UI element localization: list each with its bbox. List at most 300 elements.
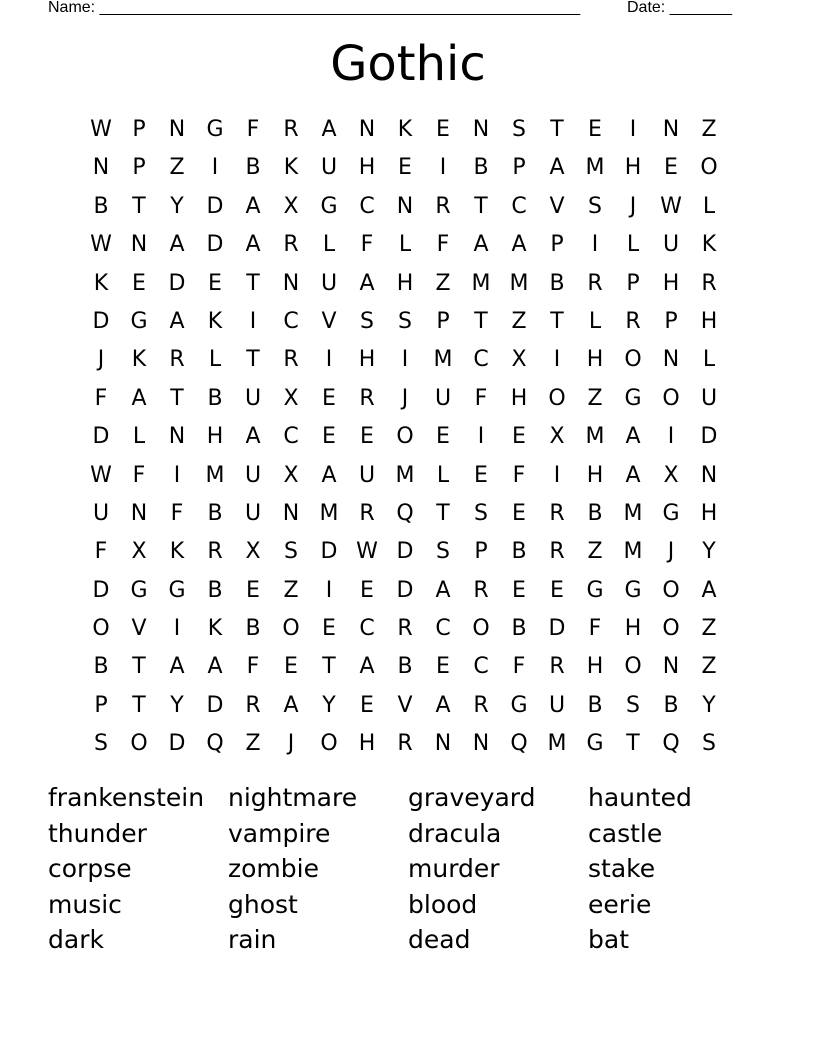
grid-cell: N xyxy=(700,462,718,488)
grid-cell: D xyxy=(168,731,186,757)
grid-cell: T xyxy=(132,193,146,219)
grid-cell: N xyxy=(662,654,680,680)
grid-cell: G xyxy=(624,577,642,603)
grid-cell: A xyxy=(245,232,261,258)
grid-cell: K xyxy=(397,117,413,142)
grid-cell: R xyxy=(359,385,375,411)
grid-cell: L xyxy=(132,424,146,450)
grid-row xyxy=(82,648,728,686)
grid-cell: T xyxy=(550,117,564,142)
grid-cell: I xyxy=(553,347,561,373)
grid-cell: P xyxy=(550,232,564,258)
grid-cell: L xyxy=(398,232,412,258)
grid-cell: R xyxy=(245,692,261,718)
grid-cell: X xyxy=(283,193,299,219)
word-bank-item: stake xyxy=(588,854,656,884)
grid-cell: G xyxy=(168,577,186,603)
grid-row xyxy=(82,149,728,187)
grid-cell: F xyxy=(94,539,108,565)
grid-cell: Z xyxy=(701,654,717,680)
grid-cell: G xyxy=(662,500,680,526)
grid-cell: Z xyxy=(435,270,451,296)
grid-cell: I xyxy=(173,616,181,642)
grid-cell: S xyxy=(360,308,374,334)
word-bank xyxy=(48,780,768,958)
grid-cell: F xyxy=(512,462,526,488)
grid-cell: P xyxy=(474,539,488,565)
grid-cell: N xyxy=(282,270,300,296)
grid-cell: F xyxy=(474,385,488,411)
grid-row xyxy=(82,533,728,571)
grid-cell: D xyxy=(92,577,110,603)
grid-cell: O xyxy=(396,424,414,450)
grid-cell: R xyxy=(283,347,299,373)
grid-cell: R xyxy=(283,117,299,142)
grid-cell: X xyxy=(511,347,527,373)
grid-cell: E xyxy=(436,117,450,142)
grid-cell: D xyxy=(548,616,566,642)
grid-cell: I xyxy=(439,155,447,181)
grid-cell: L xyxy=(322,232,336,258)
grid-cell: A xyxy=(169,654,185,680)
grid-cell: B xyxy=(587,500,603,526)
grid-cell: H xyxy=(586,654,604,680)
grid-cell: T xyxy=(436,500,450,526)
grid-cell: F xyxy=(246,117,260,142)
grid-cell: H xyxy=(358,731,376,757)
grid-cell: S xyxy=(436,539,450,565)
grid-cell: X xyxy=(283,462,299,488)
grid-cell: U xyxy=(320,270,338,296)
grid-cell: U xyxy=(320,155,338,181)
grid-cell: O xyxy=(548,385,566,411)
grid-cell: J xyxy=(629,193,637,219)
grid-cell: Q xyxy=(510,731,528,757)
grid-cell: N xyxy=(282,500,300,526)
letter-grid xyxy=(82,111,728,764)
grid-cell: R xyxy=(549,539,565,565)
grid-cell: B xyxy=(93,193,109,219)
grid-cell: P xyxy=(664,308,678,334)
grid-cell: X xyxy=(245,539,261,565)
grid-cell: T xyxy=(474,193,488,219)
grid-cell: C xyxy=(359,616,375,642)
grid-cell: J xyxy=(401,385,409,411)
grid-cell: I xyxy=(477,424,485,450)
grid-cell: H xyxy=(700,500,718,526)
grid-cell: N xyxy=(130,500,148,526)
grid-cell: M xyxy=(395,462,415,488)
grid-cell: A xyxy=(169,232,185,258)
grid-cell: T xyxy=(170,385,184,411)
grid-cell: W xyxy=(90,117,112,142)
grid-cell: B xyxy=(207,385,223,411)
grid-cell: W xyxy=(90,232,112,258)
grid-cell: H xyxy=(586,462,604,488)
grid-cell: T xyxy=(322,654,336,680)
word-bank-item: rain xyxy=(228,925,277,955)
grid-cell: I xyxy=(401,347,409,373)
grid-cell: O xyxy=(700,155,718,181)
grid-cell: O xyxy=(662,577,680,603)
grid-cell: S xyxy=(284,539,298,565)
grid-cell: U xyxy=(548,692,566,718)
grid-cell: O xyxy=(662,616,680,642)
grid-cell: A xyxy=(321,117,337,142)
grid-cell: E xyxy=(474,462,488,488)
grid-cell: A xyxy=(245,424,261,450)
grid-cell: L xyxy=(702,347,716,373)
grid-cell: L xyxy=(626,232,640,258)
grid-row xyxy=(82,226,728,264)
grid-cell: K xyxy=(169,539,185,565)
grid-cell: B xyxy=(207,577,223,603)
grid-cell: H xyxy=(624,155,642,181)
grid-cell: G xyxy=(130,308,148,334)
grid-cell: O xyxy=(282,616,300,642)
grid-cell: P xyxy=(626,270,640,296)
grid-cell: S xyxy=(474,500,488,526)
grid-cell: X xyxy=(131,539,147,565)
grid-cell: I xyxy=(325,577,333,603)
grid-cell: H xyxy=(396,270,414,296)
grid-cell: U xyxy=(244,500,262,526)
grid-cell: A xyxy=(321,462,337,488)
grid-cell: O xyxy=(624,347,642,373)
grid-row xyxy=(82,341,728,379)
grid-cell: R xyxy=(359,500,375,526)
grid-cell: S xyxy=(588,193,602,219)
grid-cell: G xyxy=(586,577,604,603)
grid-cell: D xyxy=(92,424,110,450)
grid-cell: T xyxy=(474,308,488,334)
grid-cell: L xyxy=(588,308,602,334)
date-field[interactable]: Date: _______ xyxy=(627,0,732,16)
grid-cell: E xyxy=(512,424,526,450)
word-bank-item: eerie xyxy=(588,889,652,919)
grid-cell: Z xyxy=(587,385,603,411)
grid-cell: U xyxy=(244,462,262,488)
grid-cell: E xyxy=(322,385,336,411)
grid-cell: B xyxy=(511,539,527,565)
grid-cell: D xyxy=(396,577,414,603)
word-bank-item: murder xyxy=(408,854,500,884)
grid-cell: F xyxy=(170,500,184,526)
grid-cell: B xyxy=(511,616,527,642)
grid-cell: M xyxy=(547,731,567,757)
grid-cell: C xyxy=(283,308,299,334)
grid-cell: T xyxy=(626,731,640,757)
grid-cell: F xyxy=(360,232,374,258)
grid-cell: W xyxy=(356,539,378,565)
grid-cell: D xyxy=(320,539,338,565)
grid-cell: M xyxy=(509,270,529,296)
grid-cell: I xyxy=(553,462,561,488)
grid-cell: E xyxy=(436,424,450,450)
grid-cell: R xyxy=(473,577,489,603)
grid-cell: E xyxy=(550,577,564,603)
grid-cell: K xyxy=(283,155,299,181)
grid-row xyxy=(82,725,728,763)
grid-cell: G xyxy=(510,692,528,718)
grid-cell: T xyxy=(132,654,146,680)
grid-cell: F xyxy=(132,462,146,488)
grid-cell: E xyxy=(588,117,602,142)
word-bank-item: graveyard xyxy=(408,783,536,812)
grid-cell: A xyxy=(169,308,185,334)
grid-cell: A xyxy=(435,577,451,603)
grid-cell: L xyxy=(436,462,450,488)
grid-cell: E xyxy=(322,424,336,450)
grid-cell: D xyxy=(92,308,110,334)
word-bank-item: castle xyxy=(588,818,663,848)
grid-cell: Z xyxy=(701,616,717,642)
grid-cell: R xyxy=(283,232,299,258)
grid-cell: D xyxy=(396,539,414,565)
grid-row xyxy=(82,418,728,456)
grid-row xyxy=(82,687,728,725)
grid-cell: N xyxy=(168,117,186,142)
grid-cell: E xyxy=(512,500,526,526)
grid-cell: E xyxy=(322,616,336,642)
grid-cell: A xyxy=(359,270,375,296)
grid-cell: H xyxy=(586,347,604,373)
grid-cell: E xyxy=(398,155,412,181)
grid-cell: E xyxy=(664,155,678,181)
grid-cell: F xyxy=(246,654,260,680)
grid-cell: A xyxy=(283,692,299,718)
grid-cell: O xyxy=(92,616,110,642)
grid-cell: V xyxy=(131,616,147,642)
word-bank-item: frankenstein xyxy=(48,783,205,812)
grid-cell: M xyxy=(471,270,491,296)
grid-cell: V xyxy=(397,692,413,718)
grid-cell: A xyxy=(701,577,717,603)
word-bank-item: corpse xyxy=(48,854,132,884)
grid-cell: A xyxy=(359,654,375,680)
grid-row xyxy=(82,111,728,149)
grid-cell: P xyxy=(132,155,146,181)
grid-cell: Y xyxy=(702,692,716,718)
grid-cell: S xyxy=(398,308,412,334)
grid-cell: H xyxy=(510,385,528,411)
grid-cell: H xyxy=(700,308,718,334)
grid-cell: G xyxy=(624,385,642,411)
grid-cell: E xyxy=(436,654,450,680)
grid-cell: P xyxy=(512,155,526,181)
grid-cell: R xyxy=(473,692,489,718)
grid-cell: H xyxy=(624,616,642,642)
grid-cell: I xyxy=(591,232,599,258)
grid-cell: R xyxy=(169,347,185,373)
grid-cell: E xyxy=(246,577,260,603)
grid-cell: D xyxy=(700,424,718,450)
grid-cell: E xyxy=(208,270,222,296)
grid-cell: G xyxy=(320,193,338,219)
grid-cell: H xyxy=(358,155,376,181)
grid-cell: X xyxy=(663,462,679,488)
grid-cell: J xyxy=(667,539,675,565)
grid-cell: B xyxy=(587,692,603,718)
grid-cell: N xyxy=(472,117,490,142)
grid-cell: A xyxy=(511,232,527,258)
word-bank-item: blood xyxy=(408,889,478,919)
grid-cell: U xyxy=(92,500,110,526)
grid-cell: B xyxy=(245,616,261,642)
grid-cell: O xyxy=(130,731,148,757)
grid-cell: N xyxy=(662,117,680,142)
word-bank-item: bat xyxy=(588,925,629,955)
grid-cell: B xyxy=(663,692,679,718)
name-field[interactable]: Name: ______________________________________________________ xyxy=(48,0,581,16)
grid-cell: V xyxy=(549,193,565,219)
grid-cell: Z xyxy=(283,577,299,603)
grid-cell: M xyxy=(319,500,339,526)
grid-cell: Y xyxy=(322,692,336,718)
grid-cell: R xyxy=(587,270,603,296)
grid-cell: E xyxy=(360,577,374,603)
grid-row xyxy=(82,457,728,495)
grid-cell: T xyxy=(246,347,260,373)
grid-cell: L xyxy=(208,347,222,373)
grid-cell: W xyxy=(90,462,112,488)
grid-row xyxy=(82,303,728,341)
grid-cell: O xyxy=(662,385,680,411)
grid-cell: J xyxy=(287,731,295,757)
grid-cell: N xyxy=(472,731,490,757)
grid-row xyxy=(82,380,728,418)
grid-cell: B xyxy=(397,654,413,680)
grid-cell: B xyxy=(207,500,223,526)
grid-cell: E xyxy=(132,270,146,296)
grid-cell: P xyxy=(94,692,108,718)
grid-row xyxy=(82,495,728,533)
grid-cell: C xyxy=(473,654,489,680)
grid-cell: B xyxy=(245,155,261,181)
grid-cell: T xyxy=(246,270,260,296)
grid-row xyxy=(82,265,728,303)
grid-cell: K xyxy=(207,616,223,642)
grid-cell: K xyxy=(93,270,109,296)
grid-cell: M xyxy=(585,155,605,181)
grid-cell: Z xyxy=(701,117,717,142)
grid-cell: E xyxy=(360,424,374,450)
grid-cell: Z xyxy=(511,308,527,334)
grid-cell: W xyxy=(660,193,682,219)
grid-cell: Z xyxy=(587,539,603,565)
grid-cell: M xyxy=(623,539,643,565)
grid-cell: A xyxy=(435,692,451,718)
grid-cell: N xyxy=(92,155,110,181)
grid-cell: R xyxy=(397,731,413,757)
grid-cell: B xyxy=(93,654,109,680)
grid-cell: A xyxy=(207,654,223,680)
grid-cell: U xyxy=(700,385,718,411)
grid-cell: O xyxy=(320,731,338,757)
grid-cell: K xyxy=(701,232,717,258)
grid-cell: S xyxy=(702,731,716,757)
grid-cell: N xyxy=(130,232,148,258)
grid-cell: F xyxy=(512,654,526,680)
word-bank-item: dead xyxy=(408,925,471,955)
grid-cell: I xyxy=(325,347,333,373)
grid-cell: R xyxy=(701,270,717,296)
grid-cell: P xyxy=(436,308,450,334)
grid-cell: U xyxy=(358,462,376,488)
grid-cell: A xyxy=(625,424,641,450)
grid-row xyxy=(82,188,728,226)
grid-cell: U xyxy=(434,385,452,411)
grid-cell: Q xyxy=(396,500,414,526)
word-bank-item: music xyxy=(48,889,122,919)
grid-cell: E xyxy=(512,577,526,603)
grid-cell: G xyxy=(206,117,224,142)
grid-cell: R xyxy=(207,539,223,565)
grid-cell: I xyxy=(249,308,257,334)
grid-cell: Y xyxy=(170,193,184,219)
word-bank-item: vampire xyxy=(228,818,331,848)
grid-cell: A xyxy=(473,232,489,258)
grid-cell: Y xyxy=(170,692,184,718)
grid-cell: R xyxy=(549,500,565,526)
grid-cell: H xyxy=(662,270,680,296)
grid-cell: C xyxy=(359,193,375,219)
grid-cell: U xyxy=(244,385,262,411)
grid-cell: R xyxy=(435,193,451,219)
grid-cell: Q xyxy=(662,731,680,757)
grid-cell: F xyxy=(588,616,602,642)
page-title: Gothic xyxy=(330,36,486,92)
grid-cell: E xyxy=(360,692,374,718)
grid-cell: Q xyxy=(206,731,224,757)
grid-cell: I xyxy=(629,117,637,142)
grid-cell: O xyxy=(472,616,490,642)
grid-cell: H xyxy=(358,347,376,373)
grid-cell: M xyxy=(585,424,605,450)
grid-cell: T xyxy=(132,692,146,718)
grid-cell: C xyxy=(511,193,527,219)
grid-cell: P xyxy=(132,117,146,142)
grid-cell: H xyxy=(206,424,224,450)
grid-cell: M xyxy=(433,347,453,373)
grid-cell: R xyxy=(549,654,565,680)
grid-cell: U xyxy=(662,232,680,258)
grid-cell: M xyxy=(623,500,643,526)
grid-cell: I xyxy=(211,155,219,181)
grid-cell: F xyxy=(94,385,108,411)
grid-cell: D xyxy=(206,193,224,219)
grid-cell: B xyxy=(549,270,565,296)
word-bank-item: dracula xyxy=(408,818,502,848)
grid-row xyxy=(82,610,728,648)
word-bank-item: haunted xyxy=(588,783,692,812)
grid-row xyxy=(82,572,728,610)
grid-cell: A xyxy=(549,155,565,181)
grid-cell: S xyxy=(94,731,108,757)
grid-cell: D xyxy=(206,232,224,258)
grid-cell: Z xyxy=(169,155,185,181)
grid-cell: R xyxy=(625,308,641,334)
word-bank-item: dark xyxy=(48,925,104,955)
grid-cell: D xyxy=(168,270,186,296)
grid-cell: I xyxy=(667,424,675,450)
grid-cell: B xyxy=(473,155,489,181)
grid-cell: Z xyxy=(245,731,261,757)
grid-cell: S xyxy=(512,117,526,142)
grid-cell: X xyxy=(283,385,299,411)
grid-cell: C xyxy=(283,424,299,450)
grid-cell: K xyxy=(207,308,223,334)
